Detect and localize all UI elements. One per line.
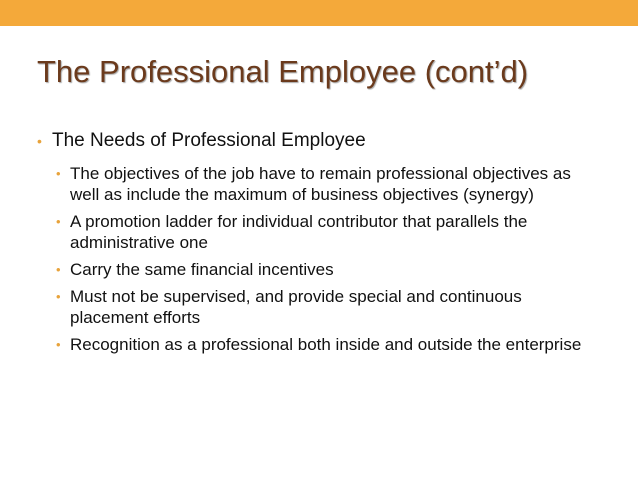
sub-bullet-text: Recognition as a professional both inside and outside the enterprise [70,335,582,354]
sub-bullet-text: A promotion ladder for individual contributor that parallels the administrative one [70,212,528,252]
level1-text: The Needs of Professional Employee [52,130,366,151]
top-accent-bar [0,0,638,26]
sub-bullet-item [56,334,596,355]
sub-bullet-text: The objectives of the job have to remain professional objectives as well as include the maximum of business objectives (synergy) [70,164,571,204]
sub-bullet-text: Carry the same financial incentives [70,260,334,279]
bullet-icon: • [56,166,61,181]
bullet-icon: • [37,133,42,149]
sub-bullet-list [56,163,596,361]
level1-bullet [37,129,617,153]
sub-bullet-text: Must not be supervised, and provide special and continuous placement efforts [70,287,522,327]
bullet-icon: • [56,337,61,352]
bullet-icon: • [56,214,61,229]
sub-bullet-item [56,163,596,205]
sub-bullet-item [56,259,596,280]
sub-bullet-item [56,286,596,328]
bullet-icon: • [56,289,61,304]
bullet-icon: • [56,262,61,277]
sub-bullet-item [56,211,596,253]
slide-title: The Professional Employee (cont’d) [37,54,529,89]
